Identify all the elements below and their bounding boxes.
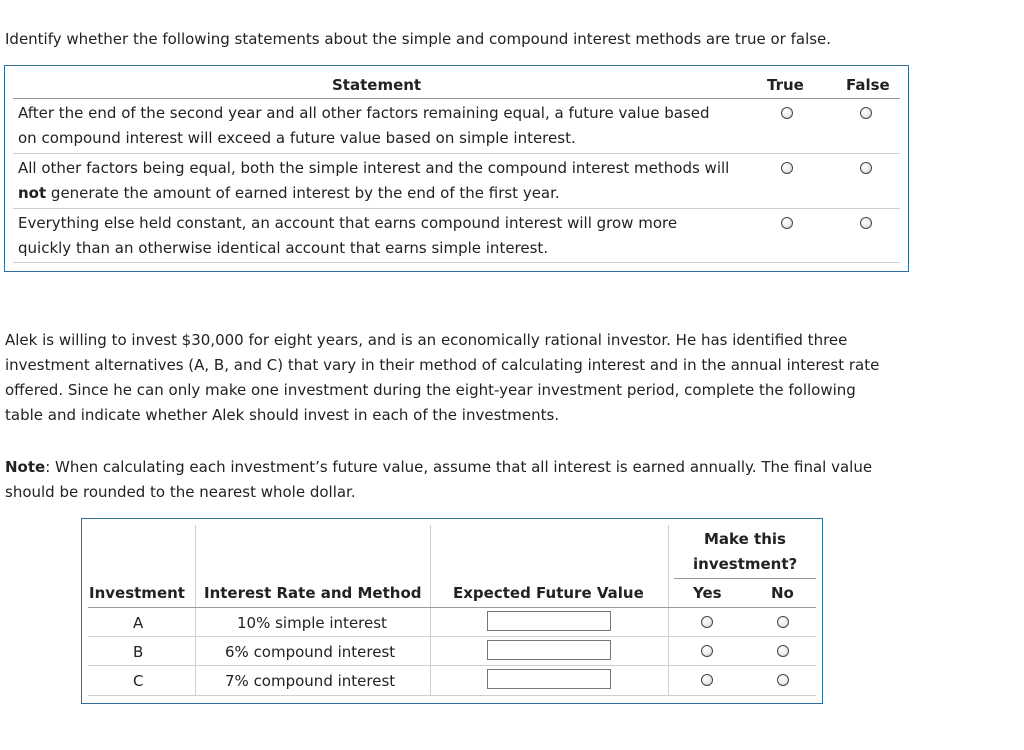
table-bottom-divider bbox=[13, 262, 900, 263]
statement-row-1 bbox=[18, 101, 710, 151]
header-divider bbox=[13, 98, 900, 99]
scenario-paragraph bbox=[5, 328, 879, 428]
statement-1-false-radio[interactable] bbox=[860, 107, 872, 119]
investment-c-yes-radio[interactable] bbox=[701, 674, 713, 686]
statement-3-line2: quickly than an otherwise identical account that earns simple interest. bbox=[18, 239, 549, 257]
row-divider bbox=[88, 665, 816, 666]
column-header-true: True bbox=[767, 76, 804, 94]
header-divider bbox=[88, 607, 816, 608]
investment-b-yes-radio[interactable] bbox=[701, 645, 713, 657]
statements-table bbox=[4, 65, 909, 272]
statement-3-line1: Everything else held constant, an account that earns compound interest will grow more bbox=[18, 214, 678, 232]
statement-2-line1: All other factors being equal, both the simple interest and the compound interest methods will bbox=[18, 159, 730, 177]
investment-c-label: C bbox=[133, 672, 144, 690]
investment-c-rate: 7% compound interest bbox=[225, 672, 396, 690]
statement-2-line2 bbox=[18, 181, 729, 206]
investment-b-future-value-input[interactable] bbox=[487, 640, 611, 660]
table-bottom-divider bbox=[88, 695, 816, 696]
column-header-yes: Yes bbox=[693, 584, 722, 602]
statement-row-2 bbox=[18, 156, 729, 206]
scenario-line: offered. Since he can only make one investment during the eight-year investment period, complete the following bbox=[5, 381, 856, 399]
statement-row-3 bbox=[18, 211, 677, 261]
column-header-statement: Statement bbox=[332, 76, 422, 94]
row-divider bbox=[13, 208, 900, 209]
statement-2-line2-rest: generate the amount of earned interest by the end of the first year. bbox=[46, 184, 560, 202]
investment-c-future-value-input[interactable] bbox=[487, 669, 611, 689]
row-divider bbox=[88, 636, 816, 637]
statement-3-false-radio[interactable] bbox=[860, 217, 872, 229]
column-divider bbox=[668, 525, 669, 696]
investment-a-future-value-input[interactable] bbox=[487, 611, 611, 631]
note-paragraph bbox=[5, 455, 872, 505]
emphasis-not: not bbox=[18, 184, 47, 202]
investment-a-no-radio[interactable] bbox=[777, 616, 789, 628]
statement-3-true-radio[interactable] bbox=[781, 217, 793, 229]
group-header-divider bbox=[674, 578, 816, 579]
column-header-no: No bbox=[771, 584, 794, 602]
investment-table bbox=[81, 518, 823, 704]
scenario-line: Alek is willing to invest $30,000 for eight years, and is an economically rational investor. He has identified three bbox=[5, 331, 848, 349]
investment-a-label: A bbox=[133, 614, 144, 632]
scenario-line: investment alternatives (A, B, and C) that vary in their method of calculating interest and in the annual interest rate bbox=[5, 356, 880, 374]
column-header-false: False bbox=[846, 76, 890, 94]
investment-c-no-radio[interactable] bbox=[777, 674, 789, 686]
note-line2: should be rounded to the nearest whole dollar. bbox=[5, 483, 356, 501]
statement-1-line2: on compound interest will exceed a future value based on simple interest. bbox=[18, 129, 576, 147]
statement-2-true-radio[interactable] bbox=[781, 162, 793, 174]
column-header-expected-future-value: Expected Future Value bbox=[453, 584, 644, 602]
instructions-text: Identify whether the following statements about the simple and compound interest methods are true or false. bbox=[5, 30, 832, 48]
investment-a-rate: 10% simple interest bbox=[237, 614, 387, 632]
scenario-line: table and indicate whether Alek should invest in each of the investments. bbox=[5, 406, 560, 424]
statement-2-false-radio[interactable] bbox=[860, 162, 872, 174]
investment-b-rate: 6% compound interest bbox=[225, 643, 396, 661]
investment-a-yes-radio[interactable] bbox=[701, 616, 713, 628]
group-header-line1: Make this bbox=[704, 530, 786, 548]
statement-1-line1: After the end of the second year and all other factors remaining equal, a future value based bbox=[18, 104, 710, 122]
column-header-investment: Investment bbox=[89, 584, 185, 602]
note-label: Note bbox=[5, 458, 46, 476]
investment-b-no-radio[interactable] bbox=[777, 645, 789, 657]
note-line1: : When calculating each investment’s future value, assume that all interest is earned annually. The final value bbox=[45, 458, 873, 476]
row-divider bbox=[13, 153, 900, 154]
statement-1-true-radio[interactable] bbox=[781, 107, 793, 119]
investment-b-label: B bbox=[133, 643, 144, 661]
column-divider bbox=[430, 525, 431, 696]
column-header-interest-rate: Interest Rate and Method bbox=[204, 584, 422, 602]
column-divider bbox=[195, 525, 196, 696]
group-header-line2: investment? bbox=[693, 555, 798, 573]
